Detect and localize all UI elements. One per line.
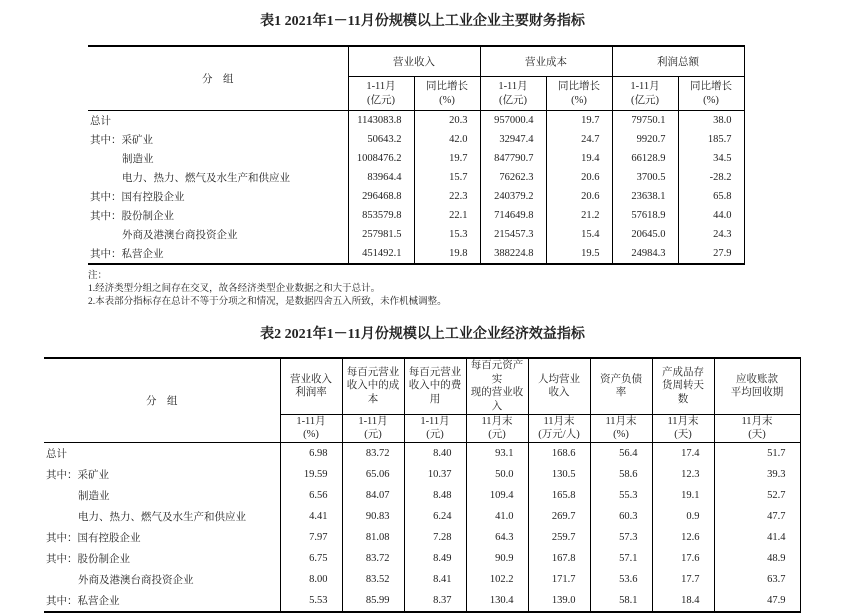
sub-header [678, 77, 744, 111]
value-cell: 34.5 [678, 149, 744, 168]
note-item: 1.经济类型分组之间存在交叉，故各经济类型企业数据之和大于总计。 [88, 284, 381, 294]
sub-header-period: 11月末 [543, 415, 575, 427]
value-cell: 57.1 [590, 548, 652, 569]
row-label [44, 527, 280, 548]
sub-header-period: 同比增长 [690, 80, 732, 92]
value-cell: 5.53 [280, 590, 342, 612]
value-cell: 15.3 [414, 225, 480, 244]
note-item: 2.本表部分指标存在总计不等于分项之和情况，是数据四舍五入所致，未作机械调整。 [88, 297, 447, 307]
sub-header-unit: (元) [488, 429, 506, 441]
sub-header [480, 77, 546, 111]
column-header-line: 每百元营业 [346, 366, 400, 378]
value-cell: 20.6 [546, 168, 612, 187]
value-cell: 8.48 [404, 485, 466, 506]
sub-header-period: 11月末 [605, 415, 637, 427]
column-group-profit: 利润总额 [612, 46, 744, 77]
sub-header [652, 414, 714, 442]
row-label-text: 国有控股企业 [77, 532, 141, 544]
value-cell: 19.5 [546, 244, 612, 264]
value-cell: 64.3 [466, 527, 528, 548]
sub-header [612, 77, 678, 111]
value-cell: 10.37 [404, 464, 466, 485]
value-cell: 19.1 [652, 485, 714, 506]
table-row [44, 442, 800, 464]
column-header-line: 资产负债 [600, 373, 642, 385]
column-header [404, 358, 466, 414]
value-cell: 52.7 [714, 485, 800, 506]
column-group-revenue: 营业收入 [348, 46, 480, 77]
sub-header-unit: (万元/人) [538, 429, 580, 441]
value-cell: 24984.3 [612, 244, 678, 264]
table-row [88, 168, 744, 187]
value-cell: 1143083.8 [348, 111, 414, 131]
value-cell: 17.6 [652, 548, 714, 569]
value-cell: 257981.5 [348, 225, 414, 244]
column-header-line: 货周转天 [662, 380, 704, 392]
table-row [88, 111, 744, 131]
value-cell: 79750.1 [612, 111, 678, 131]
value-cell: 50.0 [466, 464, 528, 485]
value-cell: 55.3 [590, 485, 652, 506]
value-cell: 165.8 [528, 485, 590, 506]
value-cell: 4.41 [280, 506, 342, 527]
value-cell: 130.4 [466, 590, 528, 612]
row-label-prefix: 其中： [90, 192, 122, 203]
table2-title: 表2 2021年1－11月份规模以上工业企业经济效益指标 [260, 327, 585, 342]
value-cell: 22.1 [414, 206, 480, 225]
value-cell: 19.4 [546, 149, 612, 168]
value-cell: 57.3 [590, 527, 652, 548]
value-cell: 240379.2 [480, 187, 546, 206]
value-cell: 269.7 [528, 506, 590, 527]
value-cell: 6.24 [404, 506, 466, 527]
value-cell: 90.83 [342, 506, 404, 527]
table-row [88, 244, 744, 264]
value-cell: 15.7 [414, 168, 480, 187]
value-cell: 22.3 [414, 187, 480, 206]
row-label-prefix: 其中： [90, 249, 122, 260]
row-label [44, 442, 280, 464]
table-row [88, 206, 744, 225]
value-cell: 44.0 [678, 206, 744, 225]
row-label [88, 187, 348, 206]
table1-notes [88, 270, 845, 309]
value-cell: 60.3 [590, 506, 652, 527]
column-header [590, 358, 652, 414]
value-cell: 21.2 [546, 206, 612, 225]
row-label-text: 私营企业 [77, 595, 120, 607]
value-cell: 15.4 [546, 225, 612, 244]
value-cell: 167.8 [528, 548, 590, 569]
column-header-line: 产成品存 [662, 366, 704, 378]
row-label-text: 股份制企业 [77, 553, 130, 565]
row-label-text: 电力、热力、燃气及水生产和供应业 [78, 511, 246, 523]
value-cell: 451492.1 [348, 244, 414, 264]
value-cell: 76262.3 [480, 168, 546, 187]
value-cell: 6.75 [280, 548, 342, 569]
table1-title: 表1 2021年1－11月份规模以上工业企业主要财务指标 [260, 14, 585, 29]
row-label-text: 国有控股企业 [121, 192, 185, 203]
value-cell: 130.5 [528, 464, 590, 485]
sub-header-period: 同比增长 [558, 80, 600, 92]
value-cell: 215457.3 [480, 225, 546, 244]
sub-header-unit: (元) [364, 429, 382, 441]
value-cell: 83.52 [342, 569, 404, 590]
row-label-text: 采矿业 [77, 469, 109, 481]
value-cell: 53.6 [590, 569, 652, 590]
value-cell: 81.08 [342, 527, 404, 548]
value-cell: 58.1 [590, 590, 652, 612]
row-label [44, 590, 280, 612]
table-row [88, 225, 744, 244]
table-row [44, 590, 800, 612]
column-header [280, 358, 342, 414]
value-cell: 50643.2 [348, 130, 414, 149]
row-label [88, 206, 348, 225]
row-label-text: 私营企业 [121, 249, 164, 260]
column-header-line: 人均营业 [538, 373, 580, 385]
group-column-header: 分 组 [44, 358, 280, 442]
value-cell: 65.8 [678, 187, 744, 206]
column-header-line: 收入 [548, 387, 570, 399]
value-cell: 12.3 [652, 464, 714, 485]
column-header-line: 数 [677, 394, 689, 406]
table-row [44, 506, 800, 527]
value-cell: 714649.8 [480, 206, 546, 225]
value-cell: 19.8 [414, 244, 480, 264]
value-cell: 27.9 [678, 244, 744, 264]
row-label [44, 548, 280, 569]
value-cell: 17.7 [652, 569, 714, 590]
value-cell: 41.0 [466, 506, 528, 527]
sub-header-period: 11月末 [741, 415, 773, 427]
column-header [714, 358, 800, 414]
row-label-text: 制造业 [122, 154, 154, 165]
notes-label: 注： [88, 271, 108, 281]
column-header-line: 现的营业收入 [470, 387, 524, 412]
row-label-prefix: 其中： [46, 595, 78, 607]
row-label-prefix: 其中： [46, 532, 78, 544]
value-cell: 66128.9 [612, 149, 678, 168]
sub-header-unit: (天) [748, 429, 766, 441]
sub-header-period: 1-11月 [358, 415, 388, 427]
column-header [466, 358, 528, 414]
value-cell: 19.7 [414, 149, 480, 168]
row-label-text: 总计 [90, 116, 111, 127]
sub-header-period: 1-11月 [366, 80, 396, 92]
table-row [44, 485, 800, 506]
value-cell: 56.4 [590, 442, 652, 464]
table-row [88, 149, 744, 168]
value-cell: 8.49 [404, 548, 466, 569]
row-label [88, 111, 348, 131]
column-header-line: 收入中的费用 [408, 380, 462, 406]
value-cell: 48.9 [714, 548, 800, 569]
sub-header [348, 77, 414, 111]
sub-header-period: 11月末 [481, 415, 513, 427]
table-row [44, 527, 800, 548]
value-cell: 7.28 [404, 527, 466, 548]
sub-header-period: 1-11月 [296, 415, 326, 427]
table-row [88, 187, 744, 206]
row-label-text: 采矿业 [121, 135, 153, 146]
column-header [342, 358, 404, 414]
value-cell: 102.2 [466, 569, 528, 590]
column-header [528, 358, 590, 414]
value-cell: 20.3 [414, 111, 480, 131]
value-cell: 185.7 [678, 130, 744, 149]
value-cell: 39.3 [714, 464, 800, 485]
value-cell: 847790.7 [480, 149, 546, 168]
sub-header [414, 77, 480, 111]
value-cell: 12.6 [652, 527, 714, 548]
sub-header-unit: (%) [439, 94, 455, 106]
row-label-text: 总计 [46, 448, 67, 460]
value-cell: 259.7 [528, 527, 590, 548]
column-header-line: 每百元营业 [408, 366, 462, 378]
value-cell: 65.06 [342, 464, 404, 485]
sub-header [546, 77, 612, 111]
value-cell: 24.7 [546, 130, 612, 149]
row-label [88, 149, 348, 168]
value-cell: 90.9 [466, 548, 528, 569]
column-header-line: 率 [615, 387, 627, 399]
value-cell: 853579.8 [348, 206, 414, 225]
row-label-prefix: 其中： [46, 469, 78, 481]
sub-header-unit: (亿元) [631, 94, 659, 106]
value-cell: 47.9 [714, 590, 800, 612]
value-cell: 85.99 [342, 590, 404, 612]
value-cell: 38.0 [678, 111, 744, 131]
value-cell: 20645.0 [612, 225, 678, 244]
column-header-line: 应收账款 [736, 373, 778, 385]
row-label-text: 外商及港澳台商投资企业 [122, 230, 238, 241]
row-label-text: 股份制企业 [121, 211, 174, 222]
row-label [44, 506, 280, 527]
column-header-line: 平均回收期 [730, 387, 784, 399]
value-cell: 7.97 [280, 527, 342, 548]
value-cell: 168.6 [528, 442, 590, 464]
sub-header-unit: (%) [571, 94, 587, 106]
financial-indicators-table [88, 45, 745, 265]
value-cell: 18.4 [652, 590, 714, 612]
sub-header [528, 414, 590, 442]
value-cell: 6.56 [280, 485, 342, 506]
value-cell: 63.7 [714, 569, 800, 590]
value-cell: 296468.8 [348, 187, 414, 206]
sub-header-period: 1-11月 [630, 80, 660, 92]
value-cell: 109.4 [466, 485, 528, 506]
value-cell: 8.37 [404, 590, 466, 612]
sub-header-unit: (%) [303, 429, 319, 441]
sub-header-period: 11月末 [667, 415, 699, 427]
row-label [44, 569, 280, 590]
row-label-prefix: 其中： [90, 135, 122, 146]
sub-header [280, 414, 342, 442]
value-cell: 24.3 [678, 225, 744, 244]
column-group-cost: 营业成本 [480, 46, 612, 77]
value-cell: 19.7 [546, 111, 612, 131]
economic-benefit-table [44, 357, 801, 613]
row-label-text: 电力、热力、燃气及水生产和供应业 [122, 173, 290, 184]
value-cell: 8.41 [404, 569, 466, 590]
value-cell: 83964.4 [348, 168, 414, 187]
value-cell: 23638.1 [612, 187, 678, 206]
sub-header [342, 414, 404, 442]
value-cell: 388224.8 [480, 244, 546, 264]
column-header-line: 营业收入 [290, 373, 332, 385]
value-cell: 3700.5 [612, 168, 678, 187]
sub-header-unit: (%) [613, 429, 629, 441]
value-cell: 84.07 [342, 485, 404, 506]
column-header-line: 每百元资产实 [470, 360, 524, 385]
sub-header [590, 414, 652, 442]
row-label [88, 244, 348, 264]
column-header-line: 利润率 [295, 387, 327, 399]
sub-header [404, 414, 466, 442]
row-label-prefix: 其中： [46, 553, 78, 565]
group-column-header: 分 组 [88, 46, 348, 111]
value-cell: 83.72 [342, 548, 404, 569]
value-cell: 58.6 [590, 464, 652, 485]
value-cell: -28.2 [678, 168, 744, 187]
row-label [44, 485, 280, 506]
table-row [88, 130, 744, 149]
value-cell: 171.7 [528, 569, 590, 590]
value-cell: 57618.9 [612, 206, 678, 225]
value-cell: 0.9 [652, 506, 714, 527]
column-header-line: 收入中的成本 [346, 380, 400, 406]
table-row [44, 464, 800, 485]
value-cell: 139.0 [528, 590, 590, 612]
sub-header-period: 1-11月 [420, 415, 450, 427]
value-cell: 6.98 [280, 442, 342, 464]
value-cell: 19.59 [280, 464, 342, 485]
table-header-row [44, 358, 800, 414]
sub-header [466, 414, 528, 442]
table-row [44, 548, 800, 569]
sub-header-period: 1-11月 [498, 80, 528, 92]
value-cell: 32947.4 [480, 130, 546, 149]
value-cell: 42.0 [414, 130, 480, 149]
value-cell: 20.6 [546, 187, 612, 206]
value-cell: 957000.4 [480, 111, 546, 131]
table-header-row [88, 46, 744, 77]
column-header [652, 358, 714, 414]
value-cell: 83.72 [342, 442, 404, 464]
sub-header [714, 414, 800, 442]
value-cell: 17.4 [652, 442, 714, 464]
value-cell: 1008476.2 [348, 149, 414, 168]
row-label [44, 464, 280, 485]
value-cell: 41.4 [714, 527, 800, 548]
sub-header-unit: (%) [703, 94, 719, 106]
row-label-text: 外商及港澳台商投资企业 [78, 574, 194, 586]
sub-header-period: 同比增长 [426, 80, 468, 92]
value-cell: 8.00 [280, 569, 342, 590]
row-label [88, 130, 348, 149]
sub-header-unit: (天) [674, 429, 692, 441]
value-cell: 51.7 [714, 442, 800, 464]
value-cell: 47.7 [714, 506, 800, 527]
value-cell: 8.40 [404, 442, 466, 464]
table-row [44, 569, 800, 590]
value-cell: 93.1 [466, 442, 528, 464]
sub-header-unit: (元) [426, 429, 444, 441]
row-label-prefix: 其中： [90, 211, 122, 222]
value-cell: 9920.7 [612, 130, 678, 149]
row-label [88, 168, 348, 187]
sub-header-unit: (亿元) [499, 94, 527, 106]
row-label [88, 225, 348, 244]
row-label-text: 制造业 [78, 490, 110, 502]
sub-header-unit: (亿元) [367, 94, 395, 106]
